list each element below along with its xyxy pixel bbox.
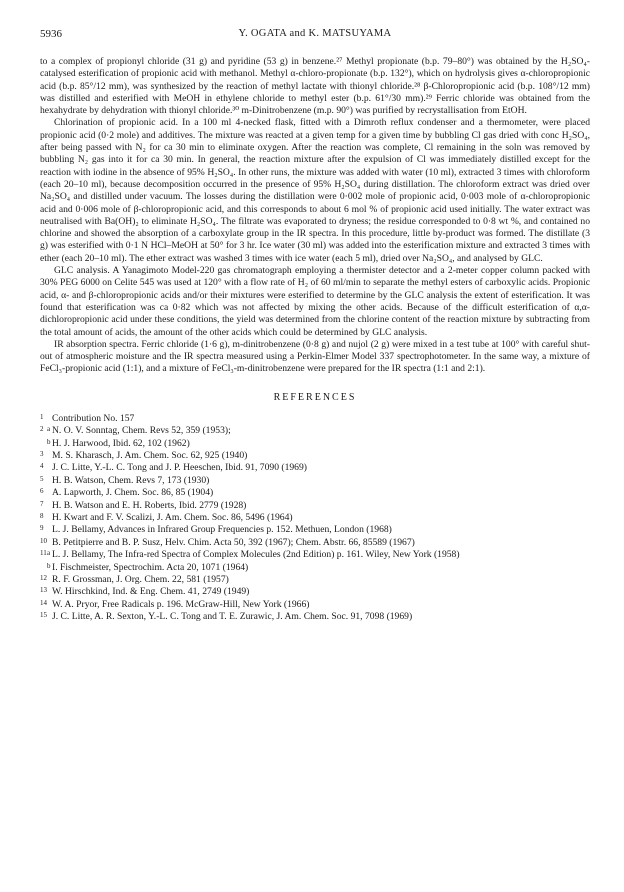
reference-text: W. Hirschkind, Ind. & Eng. Chem. 41, 2749 (1949) [52, 586, 250, 598]
reference-subletter: a [47, 549, 51, 558]
paragraph: GLC analysis. A Yanagimoto Model-220 gas chromatograph employing a thermister detector and a 2-meter copper column packed with 30% PEG 6000 on Celite 545 was used at 120° with a flow rate of H₂ of 60 ml/min to separate the methyl esters of carboxylic acids. Propionic acid, α- and β-chloropropionic acids and/or their mixtures were esterified to determine by the GLC analysis the extent of esterification. It was found that esterification was ca 0·82 which was not affected by mixing the other acids. Because of the difficult esterification of α,α-dichloropropionic acid under these conditions, the yield was determined from the chlorine content of the reaction mixture by subtracting from the total amount of acids, the amount of the other acids which could be determined by GLC analysis. [40, 265, 590, 338]
reference-text: H. B. Watson and E. H. Roberts, Ibid. 2779 (1928) [52, 499, 247, 511]
reference-text: Contribution No. 157 [52, 412, 135, 424]
reference-number: 10 [40, 536, 47, 545]
page-header [40, 28, 590, 48]
reference-text: L. J. Bellamy, Advances in Infrared Group Frequencies p. 152. Methuen, London (1968) [52, 524, 392, 536]
reference-text: A. Lapworth, J. Chem. Soc. 86, 85 (1904) [52, 487, 214, 499]
reference-subletter: b [47, 561, 51, 570]
reference-text: R. F. Grossman, J. Org. Chem. 22, 581 (1957) [52, 574, 229, 585]
running-head: Y. OGATA and K. MATSUYAMA [238, 28, 392, 39]
reference-number: 1 [40, 412, 44, 421]
reference-item [40, 611, 590, 623]
reference-item [40, 562, 590, 574]
reference-number: 13 [40, 586, 47, 595]
reference-number: 8 [40, 511, 44, 520]
reference-subletter: a [47, 425, 51, 434]
reference-number: 4 [40, 462, 44, 471]
reference-text: H. B. Watson, Chem. Revs 7, 173 (1930) [52, 474, 210, 486]
journal-page [40, 28, 590, 624]
body-text [40, 56, 590, 376]
reference-item [40, 512, 590, 524]
reference-text: M. S. Kharasch, J. Am. Chem. Soc. 62, 925 (1940) [52, 449, 248, 461]
reference-item [40, 450, 590, 462]
reference-text: H. Kwart and F. V. Scalizi, J. Am. Chem. Soc. 86, 5496 (1964) [52, 511, 293, 523]
reference-item [40, 549, 590, 561]
reference-text: L. J. Bellamy, The Infra-red Spectra of Complex Molecules (2nd Edition) p. 161. Wiley, New York (1958) [52, 549, 460, 561]
paragraph: Chlorination of propionic acid. In a 100 ml 4-necked flask, fitted with a Dimroth reflux condenser and a thermometer, were placed propionic acid (0·2 mole) and additives. The mixture was reacted at a given temp for a given time by bubbling Cl gas dried with conc H₂SO₄, after being passed with N₂ for ca 30 min to eliminate oxygen. After the reaction was complete, Cl remaining in the soln was removed by bubbling N₂ gas into it for ca 30 min. In general, the reaction mixture after the expulsion of Cl was immediately distilled except for the reaction with iodine in the absence of 95% H₂SO₄. In other runs, the mixture was added with water (10 ml), extracted 3 times with chloroform (each 20–10 ml), because decomposition occurred in the presence of 95% H₂SO₄ during distillation. The chloroform extract was dried over Na₂SO₄ and distilled under vacuum. The losses during the distillation were 0·002 mole of propionic acid, 0·003 mole of α-chloropropionic acid and 0·006 mole of β-chloropropionic acid, and this corresponds to about 6 mol % of propionic acid used initially. The water extract was neutralised with Ba(OH)₂ to eliminate H₂SO₄. The filtrate was evaporated to dryness; the residue corresponded to 0·8 wt %, and contained no chlorine and showed the absorption of a carboxylate group in the IR spectra. In this procedure, little by-product was formed. The distillate (3 g) was esterified with 0·1 N HCl–MeOH at 50° for 3 hr. Ice water (30 ml) was added into the esterification mixture and extracted 3 times with ether (each 20–10 ml). The ether extract was washed 3 times with ice water (each 5 ml), dried over Na₂SO₄, and analysed by GLC. [40, 117, 590, 264]
reference-item [40, 425, 590, 437]
reference-number: 12 [40, 574, 47, 582]
reference-text: J. C. Litte, A. R. Sexton, Y.-L. C. Tong and T. E. Zurawic, J. Am. Chem. Soc. 91, 7098 (1969) [52, 611, 413, 623]
reference-item [40, 462, 590, 474]
reference-item [40, 487, 590, 499]
paragraph: to a complex of propionyl chloride (31 g) and pyridine (53 g) in benzene.²⁷ Methyl propionate (b.p. 79–80°) was obtained by the H₂SO₄-catalysed esterification of propionic acid with methanol. Methyl α-chloro-propionate (b.p. 132°), which on hydrolysis gives α-chloropropionic acid (b.p. 85°/12 mm), was synthesized by the reaction of methyl lactate with thionyl chloride.²⁸ β-Chloropropionic acid (b.p. 108°/12 mm) was distilled and esterified with MeOH in ethylene chloride to methyl ester (b.p. 61°/30 mm).²⁹ Ferric chloride was obtained from the hexahydrate by dehydration with thionyl chloride.³⁰ m-Dinitrobenzene (m.p. 90°) was purified by recrystallisation from EtOH. [40, 56, 590, 117]
reference-item [40, 413, 590, 425]
references-heading: REFERENCES [273, 391, 357, 403]
reference-text: W. A. Pryor, Free Radicals p. 196. McGraw-Hill, New York (1966) [52, 598, 310, 610]
reference-item [40, 438, 590, 450]
reference-item [40, 524, 590, 536]
reference-number: 5 [40, 474, 44, 483]
reference-item [40, 574, 590, 586]
reference-subletter: b [47, 437, 51, 446]
reference-item [40, 500, 590, 512]
reference-number: 7 [40, 499, 44, 508]
reference-text: H. J. Harwood, Ibid. 62, 102 (1962) [52, 437, 190, 449]
page-number: 5936 [40, 28, 62, 40]
reference-item [40, 475, 590, 487]
reference-number: 6 [40, 487, 44, 496]
reference-number: 3 [40, 449, 44, 458]
reference-number: 14 [40, 598, 47, 607]
reference-item [40, 586, 590, 598]
reference-number: 11 [40, 549, 47, 558]
reference-list [40, 413, 590, 624]
reference-text: N. O. V. Sonntag, Chem. Revs 52, 359 (1953); [52, 425, 231, 437]
reference-item [40, 537, 590, 549]
reference-item [40, 599, 590, 611]
paragraph: IR absorption spectra. Ferric chloride (1·6 g), m-dinitrobenzene (0·8 g) and nujol (2 g) were mixed in a test tube at 100° with careful shut-out of atmospheric moisture and the IR spectra measured using a Perkin-Elmer Model 337 spectrophotometer. In the same way, a mixture of FeCl₃-propionic acid (1:1), and a mixture of FeCl₃-m-dinitrobenzene were prepared for the IR spectra (1:1 and 2:1). [40, 338, 590, 375]
reference-text: I. Fischmeister, Spectrochim. Acta 20, 1071 (1964) [52, 561, 249, 573]
reference-text: B. Petitpierre and B. P. Susz, Helv. Chim. Acta 50, 392 (1967); Chem. Abstr. 66, 85589 (1967) [52, 536, 415, 548]
reference-text: J. C. Litte, Y.-L. C. Tong and J. P. Heeschen, Ibid. 91, 7090 (1969) [52, 462, 307, 474]
reference-number: 2 [40, 425, 44, 434]
reference-number: 9 [40, 524, 44, 533]
reference-number: 15 [40, 611, 47, 620]
